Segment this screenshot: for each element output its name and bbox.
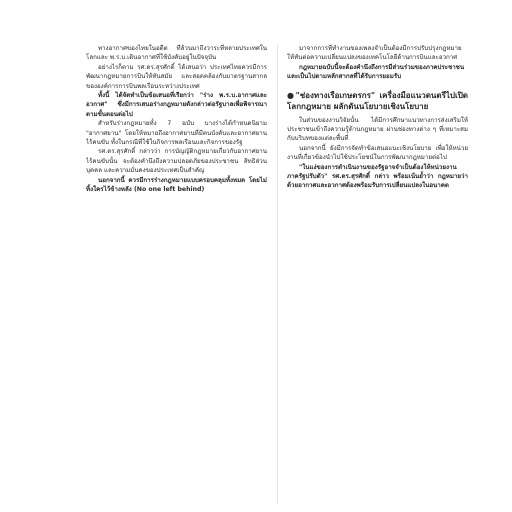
paragraph: ทางอากาศของไทยในอดีต ที่ล้วนมาถึงวาระที่หลายประเทศในโลกและ พ.ร.บ.เดินอากาศที่ใช้บังคับอยู่ในปัจจุบัน [86, 45, 267, 62]
paragraph-bold: นอกจากนี้ ควรมีการร่างกฎหมายแบบครอบคลุมทั้งหมด โดยไม่ทิ้งใครไว้ข้างหลัง (No one left behind) [86, 176, 267, 194]
section-heading: ●"ช่องทางเรือเกษตรกร" เครื่องมือแนวดนตรีไปเปิดโลกกฎหมาย ผลักดันนโยบายเชิงนโยบาย [287, 90, 468, 111]
right-column [287, 44, 468, 512]
paragraph: อย่างไรก็ตาม รศ.ดร.สุรศักดิ์ ได้เสนอว่า ประเทศไทยควรมีการพัฒนากฎหมายการบินให้ทันสมัย และสอดคล้องกับมาตรฐานสากลขององค์การการบินพลเรือนระหว่างประเทศ [86, 63, 267, 90]
paragraph-bold: กฎหมายฉบับนี้จะต้องคำนึงถึงการมีส่วนร่วมของภาคประชาชน และเป็นไปตามหลักสากลที่ได้รับการยอมรับ [287, 63, 465, 81]
paragraph: ในส่วนของงานวิจัยนั้น ได้มีการศึกษาแนวทางการส่งเสริมให้ประชาชนเข้าถึงความรู้ด้านกฎหมาย ผ่านช่องทางต่าง ๆ ที่เหมาะสมกับบริบทของแต่ละพื้นที่ [287, 116, 468, 143]
paragraph-bold: ทั้งนี้ ได้จัดทำเป็นข้อเสนอที่เรียกว่า "ร่าง พ.ร.บ.อากาศและอวกาศ" ซึ่งมีการเสนอร่างกฎหมายดังกล่าวต่อรัฐบาลเพื่อพิจารณาตามขั้นตอนต่อไป [86, 92, 267, 118]
paragraph: นอกจากนี้ ยังมีการจัดทำข้อเสนอแนะเชิงนโยบาย เพื่อให้หน่วยงานที่เกี่ยวข้องนำไปใช้ประโยชน์ในการพัฒนากฎหมายต่อไป [287, 144, 468, 162]
paragraph: มาจากการที่ทำงานของเพลงจำเป็นต้องมีการปรับปรุงกฎหมาย ให้ทันต่อความเปลี่ยนแปลงของเทคโนโลยีด้านการบินและอวกาศ [287, 45, 462, 62]
paragraph-bold: "ในแง่ของการดำเนินงานของรัฐอาจจำเป็นต้องให้หน่วยงานภาครัฐปรับตัว" รศ.ดร.สุรศักดิ์ กล่าว พร้อมเน้นย้ำว่า กฎหมายว่าด้วยอากาศและอวกาศต้องพร้อมรับการเปลี่ยนแปลงในอนาคต [287, 163, 468, 190]
left-column [86, 44, 267, 512]
paragraph: รศ.ดร.สุรศักดิ์ กล่าวว่า การบัญญัติกฎหมายเกี่ยวกับอากาศยานไร้คนขับนั้น จะต้องคำนึงถึงความปลอดภัยของประชาชน สิทธิส่วนบุคคล และความมั่นคงของประเทศเป็นสำคัญ [86, 148, 267, 175]
paragraph: สำหรับร่างกฎหมายทั้ง 7 ฉบับ บางร่างได้กำหนดนิยาม "อากาศยาน" โดยให้หมายถึงอากาศยานที่มีคนบังคับและอากาศยานไร้คนขับ ทั้งในกรณีที่ใช้ในกิจการพลเรือนและกิจการของรัฐ [86, 120, 267, 147]
column-gutter [277, 44, 278, 504]
